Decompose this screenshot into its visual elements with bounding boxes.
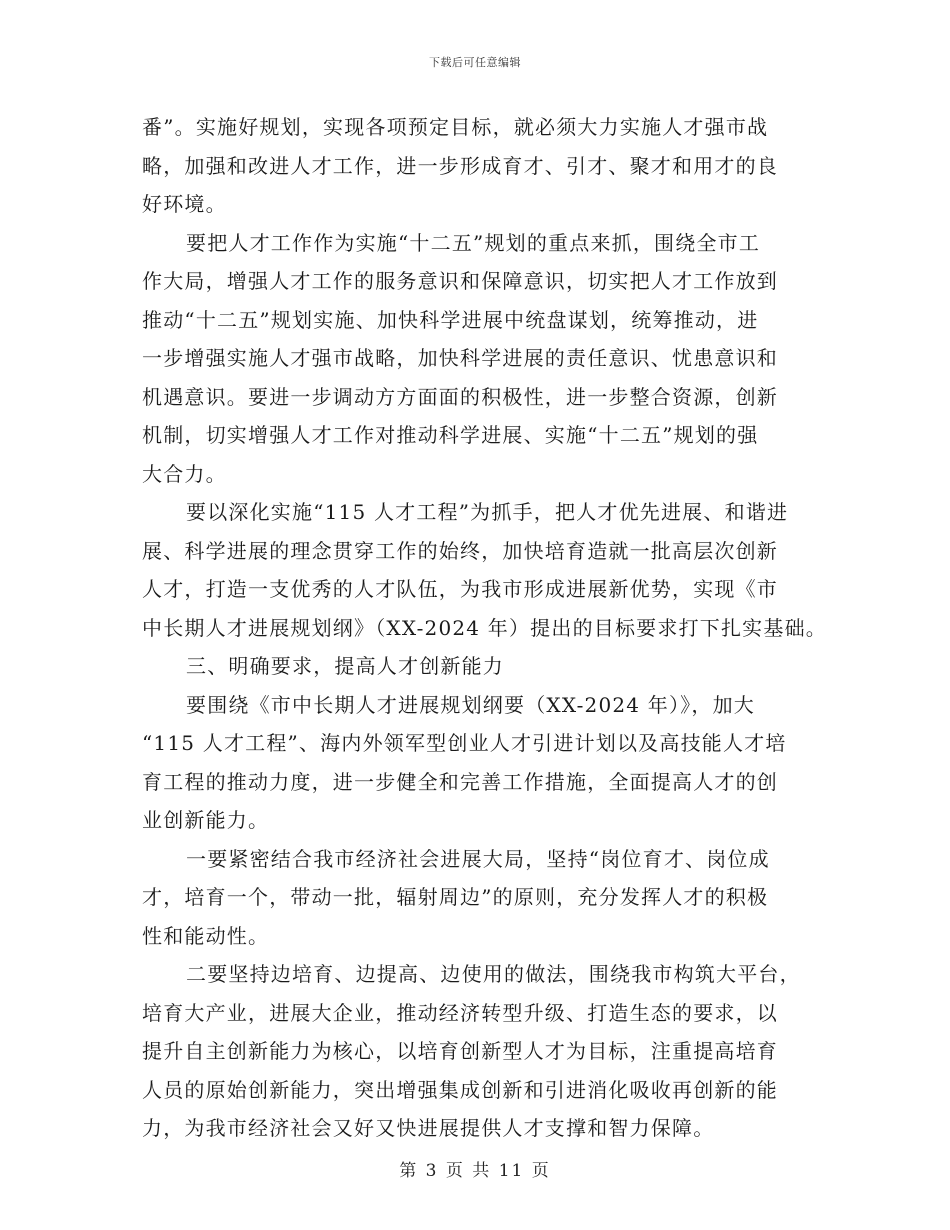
- text-line: 要把人才工作作为实施“十二五”规划的重点来抓，围绕全市工: [186, 230, 761, 255]
- text-line: 才，培育一个，带动一批，辐射周边”的原则，充分发挥人才的积极: [142, 885, 769, 909]
- text-line: 育工程的推动力度，进一步健全和完善工作措施，全面提高人才的创: [142, 769, 778, 794]
- document-body: [142, 108, 832, 1148]
- text-line: 要以深化实施“115 人才工程”为抓手，把人才优先进展、和谐进: [186, 500, 789, 524]
- text-line: 人员的原始创新能力，突出增强集成创新和引进消化吸收再创新的能: [142, 1077, 778, 1102]
- text-line: 好环境。: [142, 192, 227, 216]
- text-line: 中长期人才进展规划纲》（XX-2024 年）提出的目标要求打下扎实基础。: [142, 615, 827, 640]
- text-line: 作大局，增强人才工作的服务意识和保障意识，切实把人才工作放到: [142, 269, 778, 293]
- text-line: 人才，打造一支优秀的人才队伍，为我市形成进展新优势，实现《市: [142, 577, 778, 601]
- text-line: 一要紧密结合我市经济社会进展大局，坚持“岗位育才、岗位成: [186, 846, 770, 871]
- text-line: 二要坚持边培育、边提高、边使用的做法，围绕我市构筑大平台，: [186, 962, 801, 986]
- text-line: 提升自主创新能力为核心，以培育创新型人才为目标，注重提高培育: [142, 1039, 778, 1063]
- text-line: 大合力。: [142, 461, 227, 486]
- text-line: 机遇意识。要进一步调动方方面面的积极性，进一步整合资源，创新: [142, 384, 778, 409]
- page-header: 下载后可任意编辑: [429, 56, 521, 69]
- text-line: 培育大产业，进展大企业，推动经济转型升级、打造生态的要求，以: [142, 1000, 778, 1025]
- text-line: 性和能动性。: [142, 923, 270, 948]
- text-line: 机制，切实增强人才工作对推动科学进展、实施“十二五”规划的强: [142, 423, 759, 447]
- text-line: 展、科学进展的理念贯穿工作的始终，加快培育造就一批高层次创新: [142, 538, 778, 563]
- text-line: 力，为我市经济社会又好又快进展提供人才支撑和智力保障。: [142, 1116, 715, 1140]
- text-line: “115 人才工程”、海内外领军型创业人才引进计划以及高技能人才培: [142, 731, 787, 755]
- text-line: 一步增强实施人才强市战略，加快科学进展的责任意识、忧患意识和: [142, 346, 778, 370]
- text-line: 业创新能力。: [142, 808, 270, 832]
- text-line: 略，加强和改进人才工作，进一步形成育才、引才、聚才和用才的良: [142, 153, 778, 178]
- text-line: 推动“十二五”规划实施、加快科学进展中统盘谋划，统筹推动，进: [142, 307, 759, 332]
- page-number-footer: 第 3 页 共 11 页: [399, 1161, 551, 1181]
- text-line: 要围绕《市中长期人才进展规划纲要（XX-2024 年）》，加大: [186, 692, 755, 717]
- text-line: 三、明确要求，提高人才创新能力: [186, 654, 504, 678]
- text-line: 番”。实施好规划，实现各项预定目标，就必须大力实施人才强市战: [142, 115, 769, 139]
